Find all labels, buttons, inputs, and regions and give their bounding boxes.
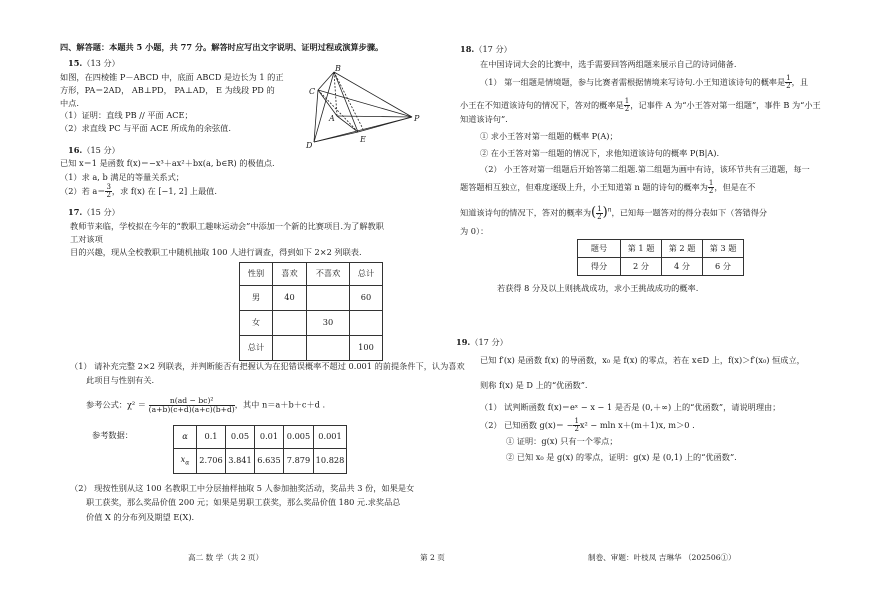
chi-square-denominator: (a+b)(c+d)(a+c)(b+d) [148,404,235,414]
fraction-denominator: 2 [597,212,602,221]
table-cell: 总计 [240,336,273,361]
chi-square-tail: ，其中 n＝a＋b＋c＋d . [234,399,326,410]
q18-part2-b [460,180,755,196]
chi-square-symbol: χ² ＝ [126,399,146,410]
q18-part2-f: 为 0）： [460,226,489,236]
q16-header [68,145,120,157]
q18-part1-c-text: 小王在不知道该诗句的情况下，答对的概率是 [460,99,624,110]
chi-square-formula [86,397,325,414]
table-cell: 4 分 [662,258,703,276]
table-row [578,258,744,276]
fraction-denominator: 2 [624,105,630,114]
q18-part2-d [460,204,767,223]
table-cell [307,286,350,311]
vertex-label-a: A [329,114,335,123]
table-cell: 10.828 [314,449,347,474]
fraction-numerator: 1 [786,74,791,82]
q17-header [68,207,120,219]
q16-line1: 已知 x＝1 是函数 f(x)＝−x³＋ax²＋bx(a, b∈R) 的极值点. [60,158,275,168]
table-cell [307,336,350,361]
chi-square-fraction [149,397,235,414]
fraction-denominator: 2 [786,82,791,91]
reference-formula-label: 参考公式： [86,399,127,410]
fraction-numerator: 1 [597,204,602,213]
table-cell: 3.841 [226,449,255,474]
q19-sub1: ① 证明：g(x) 只有一个零点； [506,436,618,446]
table-row [174,449,347,474]
q19-part2 [480,418,695,434]
q18-part2-g: 若获得 8 分及以上则挑战成功，求小王挑战成功的概率. [497,283,699,293]
table-row [240,336,383,361]
table-cell: 6 分 [703,258,744,276]
q19-number: 19. [456,337,471,347]
q17-line3: 目的兴趣，现从全校教职工中随机抽取 100 人进行调查，得到如下 2×2 列联表. [70,247,362,257]
fraction-denominator: 2 [708,187,714,196]
score-table [577,239,744,276]
table-cell: 第 2 题 [662,240,703,258]
table-cell: 0.005 [284,426,314,449]
q15-line1: 如图，在四棱锥 P－ABCD 中，底面 ABCD 是边长为 1 的正 [60,72,284,82]
q17-part1-a: （1） 请补充完整 2×2 列联表，并判断能否有把握认为在犯错误概率不超过 0.001 的前提条件下，认为喜欢 [70,361,465,371]
q18-part1-a-text: （1） 第一组题是情境题，参与比赛者需根据情境来写诗句.小王知道该诗句的概率是 [480,76,786,87]
table-cell: 总计 [350,263,383,286]
section-heading: 四、解答题：本题共 5 小题，共 77 分。解答时应写出文字说明、证明过程或演算步骤。 [60,42,384,52]
q19-sub2: ② 已知 x₀ 是 g(x) 的零点，证明：g(x) 是 (0,1) 上的“优函数”. [506,452,737,462]
table-cell [273,336,307,361]
vertex-label-e: E [360,135,366,144]
q18-part1-c [460,98,821,114]
table-cell: 不喜欢 [307,263,350,286]
table-cell: 0.1 [197,426,226,449]
q15-part2: （2）求直线 PC 与平面 ACE 所成角的余弦值. [60,123,231,133]
table-cell: 男 [240,286,273,311]
vertex-label-d: D [306,141,313,150]
q18-part1-a [480,75,808,91]
footer-subject: 高二 数 学（共 2 页） [188,553,264,562]
q15-number: 15. [68,58,83,68]
table-cell: α [174,426,197,449]
q18-part1-d-text: ，记事件 A 为“小王答对第一组题”，事件 B 为“小王 [630,99,821,110]
table-cell: 得分 [578,258,621,276]
q19-score: （17 分） [470,337,508,347]
q16-number: 16. [68,145,83,155]
x-alpha-symbol: x [180,453,186,464]
q16-part2-a: （2）若 a＝ [60,185,106,196]
table-cell: 7.879 [284,449,314,474]
table-cell: 第 3 题 [703,240,744,258]
table-cell: 喜欢 [273,263,307,286]
table-cell: 第 1 题 [621,240,662,258]
paren-close: ) [602,205,608,220]
q15-line2: 方形，PA＝2AD， AB⊥PD， PA⊥AD， E 为线段 PD 的 [60,85,275,95]
table-header-row [240,263,383,286]
q18-sub1: ① 求小王答对第一组题的概率 P(A)； [480,131,618,141]
q19-part1: （1） 试判断函数 f(x)＝eˣ − x − 1 是否是 (0,＋∞) 上的“优函数”，请说明理由； [480,402,781,412]
q16-score: （15 分） [82,145,120,155]
footer-page-number: 第 2 页 [420,553,445,562]
chi-square-numerator: n(ad − bc)² [149,397,235,406]
q17-part2-a: （2） 现按性别从这 100 名教职工中分层抽样抽取 5 人参加抽奖活动，奖品共 3 份，如果是女 [70,483,415,493]
table-row [578,240,744,258]
fraction-numerator: 1 [624,97,630,105]
reference-data-label: 参考数据： [92,430,133,440]
table-cell: 2.706 [197,449,226,474]
q17-line2: 工对该项 [70,234,103,244]
paren-open: ( [591,205,597,220]
table-cell: 题号 [578,240,621,258]
q17-part2-b: 职工获奖，那么奖品价值 200 元；如果是男职工获奖，那么奖品价值 180 元.求奖品总 [86,497,401,507]
q15-header [68,58,120,70]
pyramid-figure [302,64,424,150]
fraction-denominator: 2 [106,191,111,200]
table-cell: 性别 [240,263,273,286]
q15-line3: 中点. [60,98,79,108]
table-cell: 30 [307,311,350,336]
table-cell: 0.05 [226,426,255,449]
fraction-numerator: 3 [106,183,111,191]
table-cell: 100 [350,336,383,361]
fraction-numerator: 1 [574,417,579,425]
q18-number: 18. [460,44,475,54]
q18-part2-b-text: 题答题相互独立，但难度逐级上升，小王知道第 n 题的诗句的概率为 [460,181,708,192]
table-cell [273,311,307,336]
vertex-label-p: P [414,114,420,123]
table-cell: 2 分 [621,258,662,276]
table-row [240,286,383,311]
vertex-label-c: C [309,87,316,96]
vertex-label-b: B [335,64,341,73]
q19-header [456,337,508,349]
table-cell: 0.01 [255,426,284,449]
q17-number: 17. [68,207,83,217]
table-cell: 60 [350,286,383,311]
table-cell [350,311,383,336]
q18-line1: 在中国诗词大会的比赛中，选手需要回答两组题来展示自己的诗词储备. [480,59,737,69]
q18-part2-d-text: 知道该诗句的情况下，答对的概率为 [460,207,592,218]
q17-line1: 教师节来临，学校拟在今年的“教职工趣味运动会”中添加一个新的比赛项目.为了解教职 [70,221,384,231]
q17-score: （15 分） [82,207,120,217]
q18-part1-e: 知道该诗句”. [460,114,508,124]
q18-sub2: ② 在小王答对第一组题的情况下，求他知道该诗句的概率 P(B|A). [480,148,720,158]
footer-credits: 制卷、审题：叶枝凤 吉琳华 （202506①） [588,553,736,562]
q18-part2-e-text: ，已知每一题答对的得分表如下（答错得分 [611,207,768,218]
q18-part1-b-text: ，且 [791,76,809,87]
table-cell: 6.635 [255,449,284,474]
q19-line1: 已知 f′(x) 是函数 f(x) 的导函数，x₀ 是 f(x) 的零点，若在 x∈D 上，f(x)＞f′(x₀) 恒成立， [480,355,805,365]
table-cell: 40 [273,286,307,311]
x-alpha-subscript: α [185,459,190,467]
q19-part2-b-text: x² − mln x＋(m＋1)x, m＞0 . [579,419,695,430]
q18-part2-a: （2） 小王答对第一组题后开始答第二组题.第二组题为画中有诗，该环节共有三道题，每一 [480,164,810,174]
q19-part2-a-text: （2） 已知函数 g(x)＝ − [480,419,574,430]
q15-score: （13 分） [82,58,120,68]
q16-part2 [60,184,217,200]
q18-score: （17 分） [474,44,512,54]
exponent-n: n [607,206,612,214]
q16-part2-b: ，求 f(x) 在 [−1, 2] 上最值. [111,185,217,196]
q19-line2: 则称 f(x) 是 D 上的“优函数”. [480,380,588,390]
fraction-numerator: 1 [708,179,714,187]
q15-part1: （1）证明：直线 PB // 平面 ACE； [60,110,193,120]
q18-header [460,44,512,56]
contingency-table [239,262,383,361]
table-cell: 0.001 [314,426,347,449]
q16-part1: （1）求 a, b 满足的等量关系式； [60,172,184,182]
right-column [456,0,821,602]
q18-part2-c-text: ，但是在不 [714,181,756,192]
table-row [174,426,347,449]
table-cell: 女 [240,311,273,336]
q17-part2-c: 价值 X 的分布列及期望 E(X). [86,512,195,522]
fraction-denominator: 2 [574,425,579,434]
table-row [240,311,383,336]
q17-part1-b: 此项目与性别有关. [86,375,155,385]
critical-value-table [173,425,347,474]
table-cell [174,449,197,474]
